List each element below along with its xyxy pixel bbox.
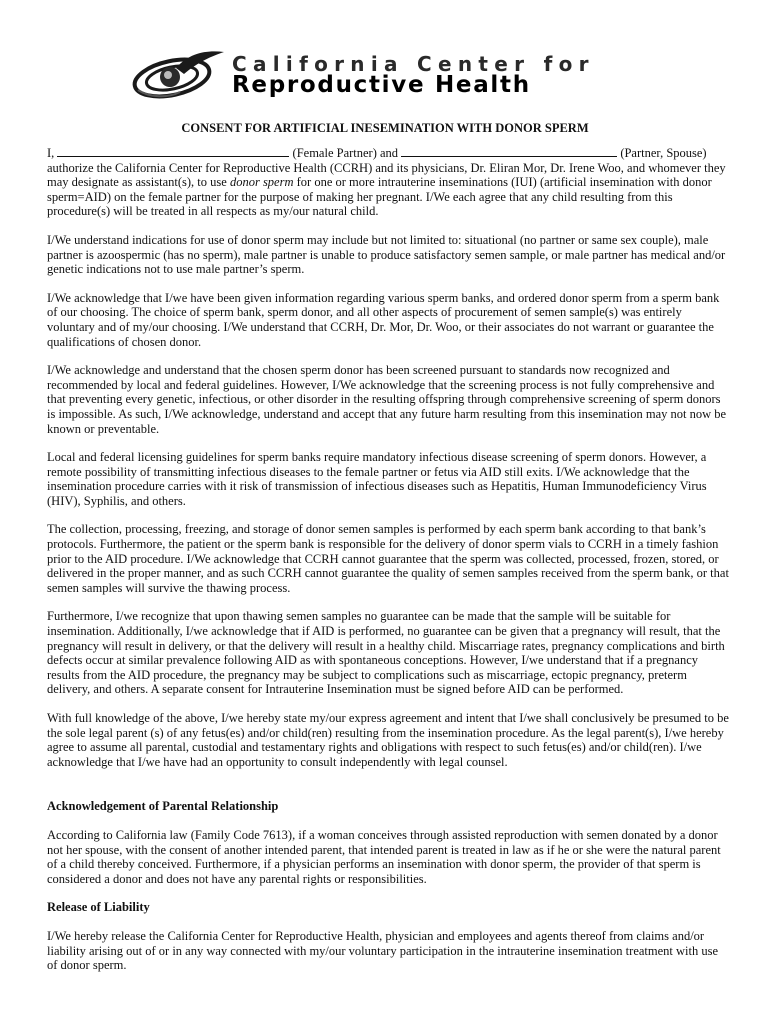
paragraph-thawing-outcomes: Furthermore, I/we recognize that upon thawing semen samples no guarantee can be made that the sample will be suitable for insemination. Additionally, I/we acknowledge that if AID is performed, no guarantee can be given that a pregnancy will result, that the pregnancy will result in delivery, or that the delivery will result in a healthy child. Miscarriage rates, pregnancy complications and birth defects occur at similar prevalence following AID as with spontaneous conceptions. However, I/we understand that if a pregnancy results from the AID procedure, the pregnancy may be subject to complications such as miscarriage, ectopic pregnancy, preterm delivery, and others. A separate consent for Intrauterine Insemination must be signed before AID can be performed. (47, 609, 725, 697)
paragraph-legal-parentage: With full knowledge of the above, I/we hereby state my/our express agreement and intent that I/we shall conclusively be presumed to be the sole legal parent (s) of any fetus(es) and/or child(ren) resulting from the insemination procedure. As the legal parent(s), I/we hereby agree to assume all parental, custodial and testamentary rights and obligations with respect to such fetus(es) and/or child(ren). I/we acknowledge that I/we have had an opportunity to consult independently with legal counsel. (47, 711, 729, 769)
clinic-logo (128, 46, 648, 106)
paragraph-indications: I/We understand indications for use of donor sperm may include but not limited to: situational (no partner or same sex couple), male partner is azoospermic (has no sperm), male partner is unable to produce satisfactory semen sample, or male partner has medical and/or genetic indications not to use male partner’s sperm. (47, 232, 726, 277)
paragraph-screening: I/We acknowledge and understand that the chosen sperm donor has been screened pursuant to standards now recognized and recommended by local and federal guidelines. However, I/We acknowledge that the screening process is not fully comprehensive and that preventing every genetic, infectious, or other disorder in the resulting offspring through comprehensive screening of sperm donors is impossible. As such, I/We acknowledge, understand and accept that any future harm resulting from this insemination may not now be known or preventable. (47, 363, 727, 436)
section-text: I/We hereby release the California Center for Reproductive Health, physician and employees and agents thereof from claims and/or liability arising out of or in any way connected with my/our voluntary participation in the intrauterine insemination treatment with use of donor sperm. (47, 928, 719, 973)
female-partner-name-field[interactable] (57, 146, 289, 157)
paragraph-infectious-disease: Local and federal licensing guidelines for sperm banks require mandatory infectious disease screening of sperm donors. However, a remote possibility of transmitting infectious diseases to the female partner or fetus via AID still exits. I/We acknowledge that the insemination procedure carries with it risk of transmission of infectious diseases such as Hepatitis, Human Immunodeficiency Virus (HIV), Syphilis, and others. (47, 450, 707, 508)
section-parental-relationship (47, 799, 729, 886)
section-heading: Release of Liability (47, 900, 150, 915)
intro-prefix: I, (47, 146, 58, 160)
section-text: According to California law (Family Code 7613), if a woman conceives through assisted reproduction with semen donated by a donor not her spouse, with the consent of another intended parent, that intended parent is treated in law as if he or she were the natural parent of a child thereby conceived. Furthermore, if a physician performs an insemination with donor sperm, the provider of that sperm is considered a donor and does not have any parental rights or responsibilities. (47, 827, 721, 886)
section-release-of-liability (47, 900, 729, 972)
partner-spouse-label: (Partner, Spouse) (617, 146, 707, 160)
logo-line-2: Reproductive Health (232, 72, 531, 98)
female-partner-label: (Female Partner) and (289, 146, 402, 160)
swirl-logo-icon (128, 46, 228, 106)
paragraph-collection-processing: The collection, processing, freezing, and storage of donor semen samples is performed by each sperm bank according to that bank’s protocols. Furthermore, the patient or the sperm bank is responsible for the delivery of donor sperm vials to CCRH in a timely fashion prior to the AID procedure. I/We acknowledge that CCRH cannot guarantee that the sperm was collected, processed, frozen, stored, or delivered in the proper manner, and as such CCRH cannot guarantee the quality of semen samples received from the sperm bank, or that semen samples will survive the thawing process. (47, 522, 729, 595)
logo-line-1: California Center for (232, 52, 595, 76)
paragraph-sperm-bank: I/We acknowledge that I/we have been given information regarding various sperm banks, and ordered donor sperm from a sperm bank of our choosing. The choice of sperm bank, sperm donor, and all other aspects of procurement of semen sample(s) was entirely voluntary and of my/our choosing. I/We understand that CCRH, Dr. Mor, Dr. Woo, or their associates do not warrant or guarantee the qualifications of chosen donor. (47, 290, 720, 349)
intro-text-b: for one or more intrauterine inseminations (IUI) (artificial insemination with donor sperm=AID) on the female partner for the purpose of making her pregnant. I/We each agree that any child resulting from this procedure(s) will be treated in all respects as my/our natural child. (47, 175, 712, 219)
document-title: CONSENT FOR ARTIFICIAL INESEMINATION WITH DONOR SPERM (181, 121, 589, 135)
intro-text-emphasis: donor sperm (229, 175, 294, 190)
partner-spouse-name-field[interactable] (401, 146, 617, 157)
section-heading: Acknowledgement of Parental Relationship (47, 799, 279, 814)
intro-text-a: authorize the California Center for Reproductive Health (CCRH) and its physicians, Dr. Eliran Mor, Dr. Irene Woo, and whomever they may designate as assistant(s), to use (47, 160, 726, 190)
document-body (47, 146, 729, 987)
intro-paragraph (47, 146, 729, 219)
